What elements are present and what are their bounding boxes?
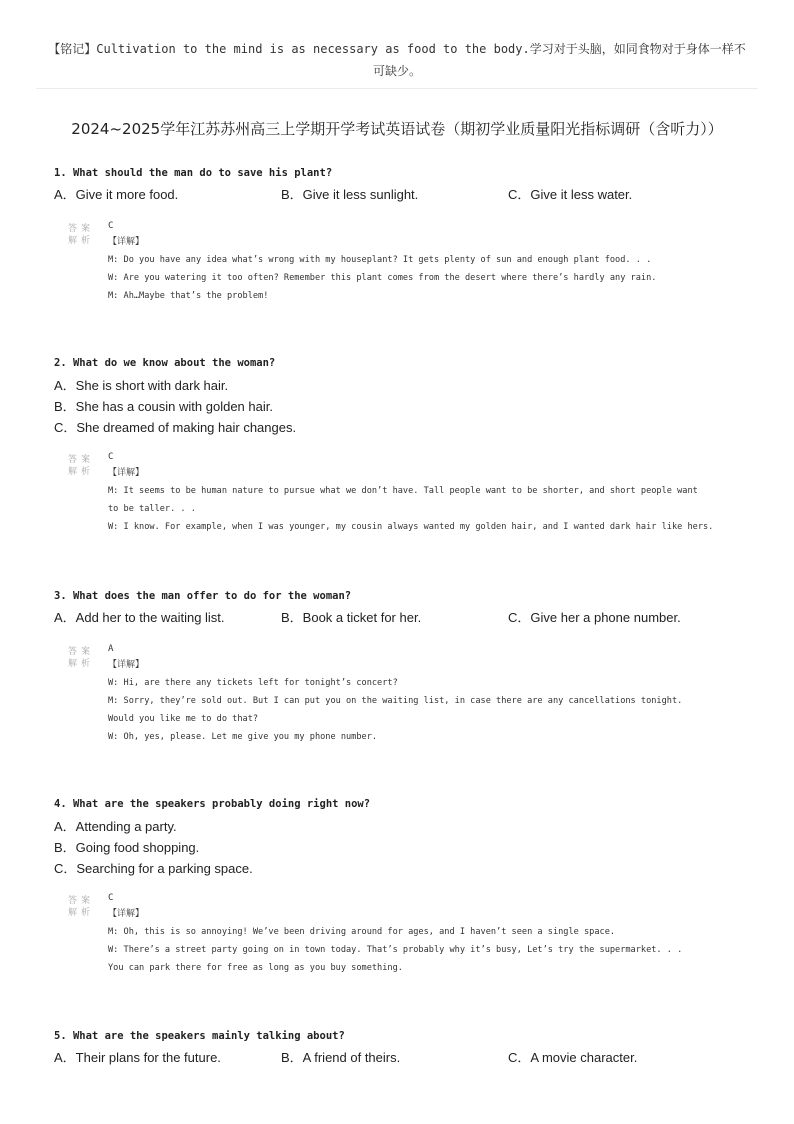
question-stem: 5. What are the speakers mainly talking about? xyxy=(54,1030,345,1042)
options-row xyxy=(54,608,754,630)
options-list xyxy=(54,816,754,879)
option-b: B．She has a cousin with golden hair. xyxy=(54,399,273,414)
answer-label: 答案 xyxy=(68,224,95,234)
option-b: B．Going food shopping. xyxy=(54,840,200,855)
header-divider xyxy=(36,88,758,89)
answer-label: 答案 xyxy=(68,647,95,657)
transcript-line: You can park there for free as long as you buy something. xyxy=(108,963,403,973)
transcript-line: M: Oh, this is so annoying! We’ve been driving around for ages, and I haven’t seen a single space. xyxy=(108,927,616,937)
option-b: B．A friend of theirs. xyxy=(281,1050,401,1065)
option-c: C．Searching for a parking space. xyxy=(54,861,253,876)
transcript-line: M: Sorry, they’re sold out. But I can put you on the waiting list, in case there are any cancellations tonight. xyxy=(108,696,683,706)
explanation-label: 解析 xyxy=(68,659,95,669)
options-list xyxy=(54,375,754,438)
explanation-label: 解析 xyxy=(68,236,95,246)
transcript-line: W: Are you watering it too often? Remember this plant comes from the desert where there’s hardly any rain. xyxy=(108,273,657,283)
question-4 xyxy=(54,795,754,977)
question-stem: 4. What are the speakers probably doing right now? xyxy=(54,798,371,810)
option-a: A．Their plans for the future. xyxy=(54,1050,221,1065)
transcript-line: W: There’s a street party going on in town today. That’s probably why it’s busy, Let’s try the supermarket. . . xyxy=(108,945,683,955)
explanation-label: 解析 xyxy=(68,467,95,477)
option-a: A．She is short with dark hair. xyxy=(54,378,229,393)
explanation xyxy=(54,464,754,536)
explanation-label: 解析 xyxy=(68,908,95,918)
transcript-line: M: Ah…Maybe that’s the problem! xyxy=(108,291,269,301)
detail-heading: 【详解】 xyxy=(108,237,145,247)
answer-value: C xyxy=(108,893,114,903)
option-b: B．Book a ticket for her. xyxy=(281,610,422,625)
option-a: A．Add her to the waiting list. xyxy=(54,610,225,625)
question-stem: 3. What does the man offer to do for the woman? xyxy=(54,590,352,602)
option-b: B．Give it less sunlight. xyxy=(281,187,419,202)
motto-header xyxy=(28,38,766,82)
answer-value: C xyxy=(108,452,114,462)
options-row xyxy=(54,1048,754,1070)
option-a: A．Give it more food. xyxy=(54,187,179,202)
motto-line-2: 可缺少。 xyxy=(372,64,421,78)
options-row xyxy=(54,185,754,207)
question-5 xyxy=(54,1027,754,1070)
transcript-line: W: I know. For example, when I was younger, my cousin always wanted my golden hair, and I wanted dark hair like hers. xyxy=(108,522,714,532)
option-a: A．Attending a party. xyxy=(54,819,177,834)
detail-heading: 【详解】 xyxy=(108,909,145,919)
question-2 xyxy=(54,354,754,536)
question-1 xyxy=(54,164,754,305)
detail-heading: 【详解】 xyxy=(108,660,145,670)
explanation xyxy=(54,233,754,305)
option-c: C．She dreamed of making hair changes. xyxy=(54,420,297,435)
answer-label: 答案 xyxy=(68,896,95,906)
document-title: 2024~2025学年江苏苏州高三上学期开学考试英语试卷（期初学业质量阳光指标调研（含听力）） xyxy=(71,120,723,138)
question-stem: 2. What do we know about the woman? xyxy=(54,357,276,369)
question-stem: 1. What should the man do to save his plant? xyxy=(54,167,333,179)
answer-value: C xyxy=(108,221,114,231)
detail-heading: 【详解】 xyxy=(108,468,145,478)
transcript-line: W: Hi, are there any tickets left for tonight’s concert? xyxy=(108,678,398,688)
answer-value: A xyxy=(108,644,114,654)
option-c: C．Give it less water. xyxy=(508,187,633,202)
answer-label: 答案 xyxy=(68,455,95,465)
transcript-line: M: Do you have any idea what’s wrong with my houseplant? It gets plenty of sun and enough plant food. . . xyxy=(108,255,652,265)
transcript-line: M: It seems to be human nature to pursue what we don’t have. Tall people want to be shorter, and short people want xyxy=(108,486,698,496)
transcript-line: W: Oh, yes, please. Let me give you my phone number. xyxy=(108,732,378,742)
option-c: C．A movie character. xyxy=(508,1050,638,1065)
explanation xyxy=(54,905,754,977)
option-c: C．Give her a phone number. xyxy=(508,610,681,625)
transcript-line: Would you like me to do that? xyxy=(108,714,259,724)
motto-line-1: 【铭记】Cultivation to the mind is as necessary as food to the body.学习对于头脑，如同食物对于身体一样不 xyxy=(48,42,746,56)
explanation xyxy=(54,656,754,746)
transcript-line: to be taller. . . xyxy=(108,504,196,514)
question-3 xyxy=(54,587,754,746)
